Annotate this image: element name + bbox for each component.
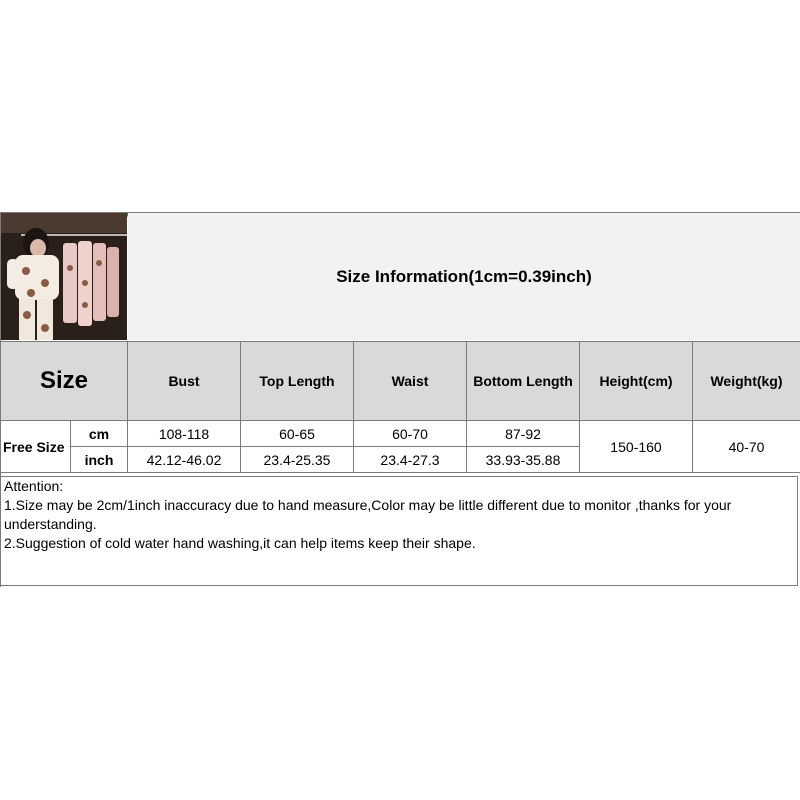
top-length-cm: 60-65 (241, 421, 354, 447)
attention-heading: Attention: (4, 478, 64, 494)
size-header: Size (1, 342, 128, 421)
height-value: 150-160 (580, 421, 693, 473)
header-weight: Weight(kg) (693, 342, 800, 421)
header-height: Height(cm) (580, 342, 693, 421)
bottom-length-cm: 87-92 (467, 421, 580, 447)
header-bust: Bust (128, 342, 241, 421)
attention-notes (0, 476, 798, 586)
bust-cm: 108-118 (128, 421, 241, 447)
attention-line-2: 2.Suggestion of cold water hand washing,it can help items keep their shape. (4, 535, 476, 551)
header-top-length: Top Length (241, 342, 354, 421)
unit-inch: inch (71, 447, 128, 473)
size-chart (0, 212, 800, 587)
bottom-length-inch: 33.93-35.88 (467, 447, 580, 473)
weight-value: 40-70 (693, 421, 800, 473)
waist-inch: 23.4-27.3 (354, 447, 467, 473)
bust-inch: 42.12-46.02 (128, 447, 241, 473)
free-size-label: Free Size (1, 421, 71, 473)
waist-cm: 60-70 (354, 421, 467, 447)
table-row (1, 421, 800, 447)
top-length-inch: 23.4-25.35 (241, 447, 354, 473)
product-photo (1, 213, 127, 340)
header-bottom-length: Bottom Length (467, 342, 580, 421)
pajama-photo-icon (1, 213, 127, 340)
header-waist: Waist (354, 342, 467, 421)
size-table (0, 341, 800, 473)
unit-cm: cm (71, 421, 128, 447)
attention-line-1: 1.Size may be 2cm/1inch inaccuracy due to hand measure,Color may be little different due to monitor ,thanks for your understanding. (4, 497, 732, 532)
header-row (1, 342, 800, 421)
chart-title: Size Information(1cm=0.39inch) (128, 213, 800, 340)
